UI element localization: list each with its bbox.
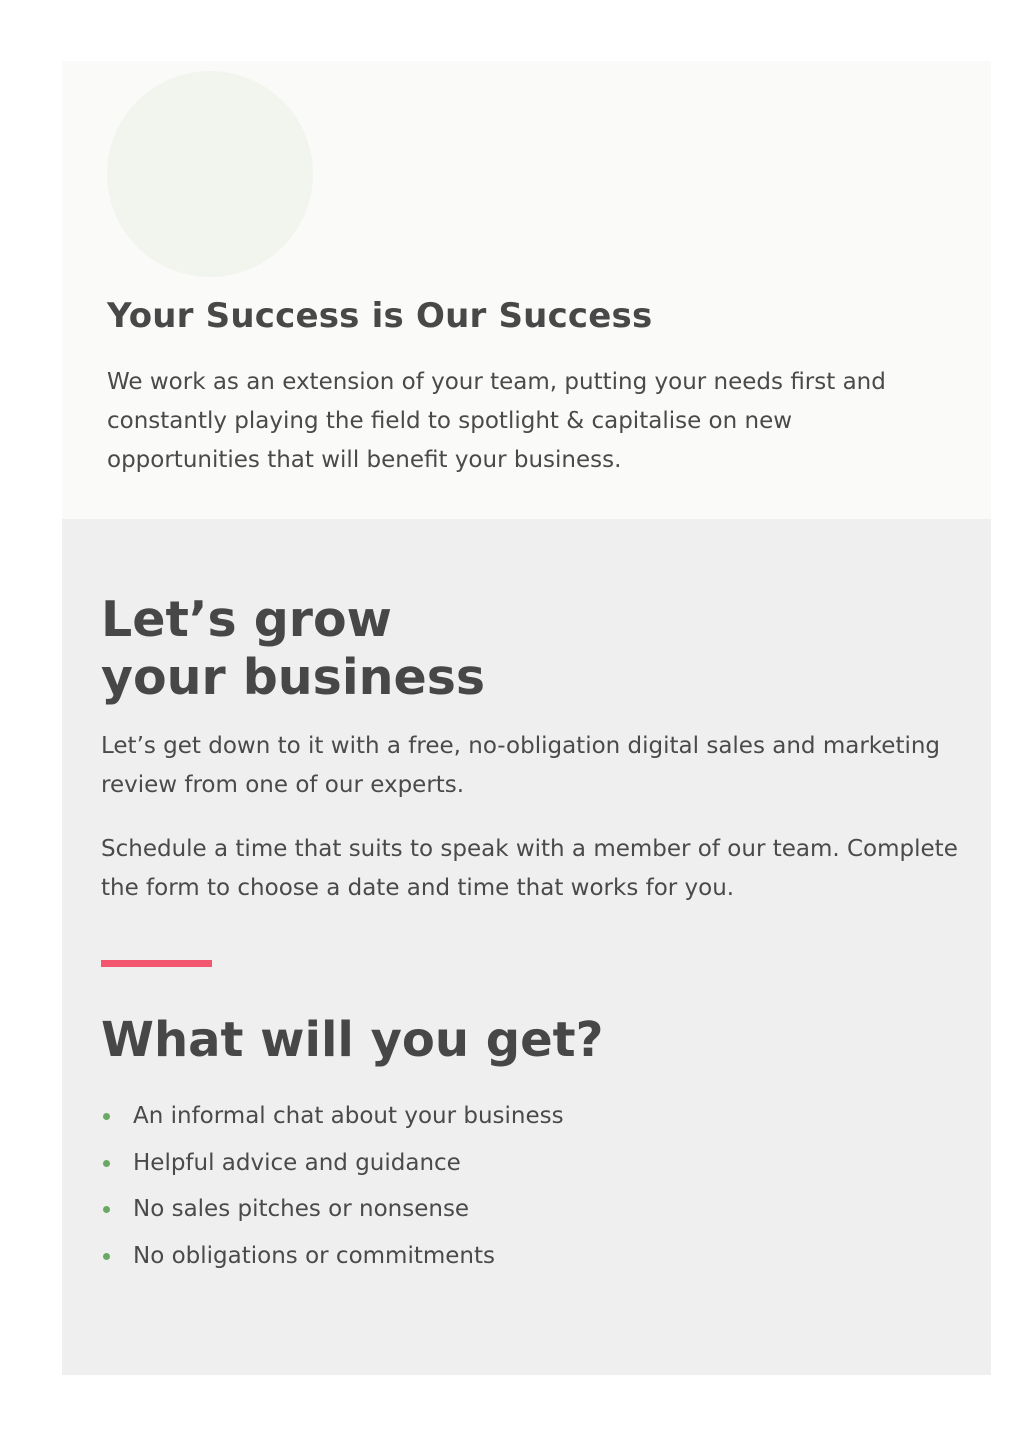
grow-heading bbox=[101, 591, 485, 707]
benefit-item bbox=[101, 1093, 564, 1140]
grow-heading-line-2: your business bbox=[101, 649, 486, 706]
accent-divider bbox=[101, 960, 212, 967]
benefit-text: No sales pitches or nonsense bbox=[133, 1196, 470, 1222]
benefit-item bbox=[101, 1186, 564, 1233]
success-title: Your Success is Our Success bbox=[107, 296, 653, 336]
bullet-dot-icon bbox=[103, 1113, 110, 1120]
benefit-item bbox=[101, 1140, 564, 1187]
benefit-text: No obligations or commitments bbox=[133, 1242, 495, 1269]
bullet-dot-icon bbox=[103, 1206, 110, 1213]
bullet-dot-icon bbox=[103, 1253, 110, 1260]
bullet-dot-icon bbox=[103, 1160, 110, 1167]
schedule-text: Schedule a time that suits to speak with a member of our team. Complete the form to choose a date and time that works for you. bbox=[101, 836, 958, 901]
success-card bbox=[62, 61, 991, 519]
grow-intro-text: Let’s get down to it with a free, no-obligation digital sales and marketing review from one of our experts. bbox=[101, 733, 941, 798]
benefits-list bbox=[101, 1093, 564, 1279]
benefits-heading: What will you get? bbox=[101, 1012, 604, 1068]
decorative-circle bbox=[107, 71, 313, 277]
benefit-text: An informal chat about your business bbox=[133, 1103, 564, 1129]
success-description: We work as an extension of your team, putting your needs first and constantly playing the field to spotlight & capitalise on new opportunities that will benefit your business. bbox=[107, 369, 886, 473]
grow-heading-line-1: Let’s grow bbox=[101, 591, 392, 648]
benefit-text: Helpful advice and guidance bbox=[133, 1149, 461, 1176]
grow-business-section bbox=[62, 519, 991, 1375]
benefit-item bbox=[101, 1233, 564, 1280]
